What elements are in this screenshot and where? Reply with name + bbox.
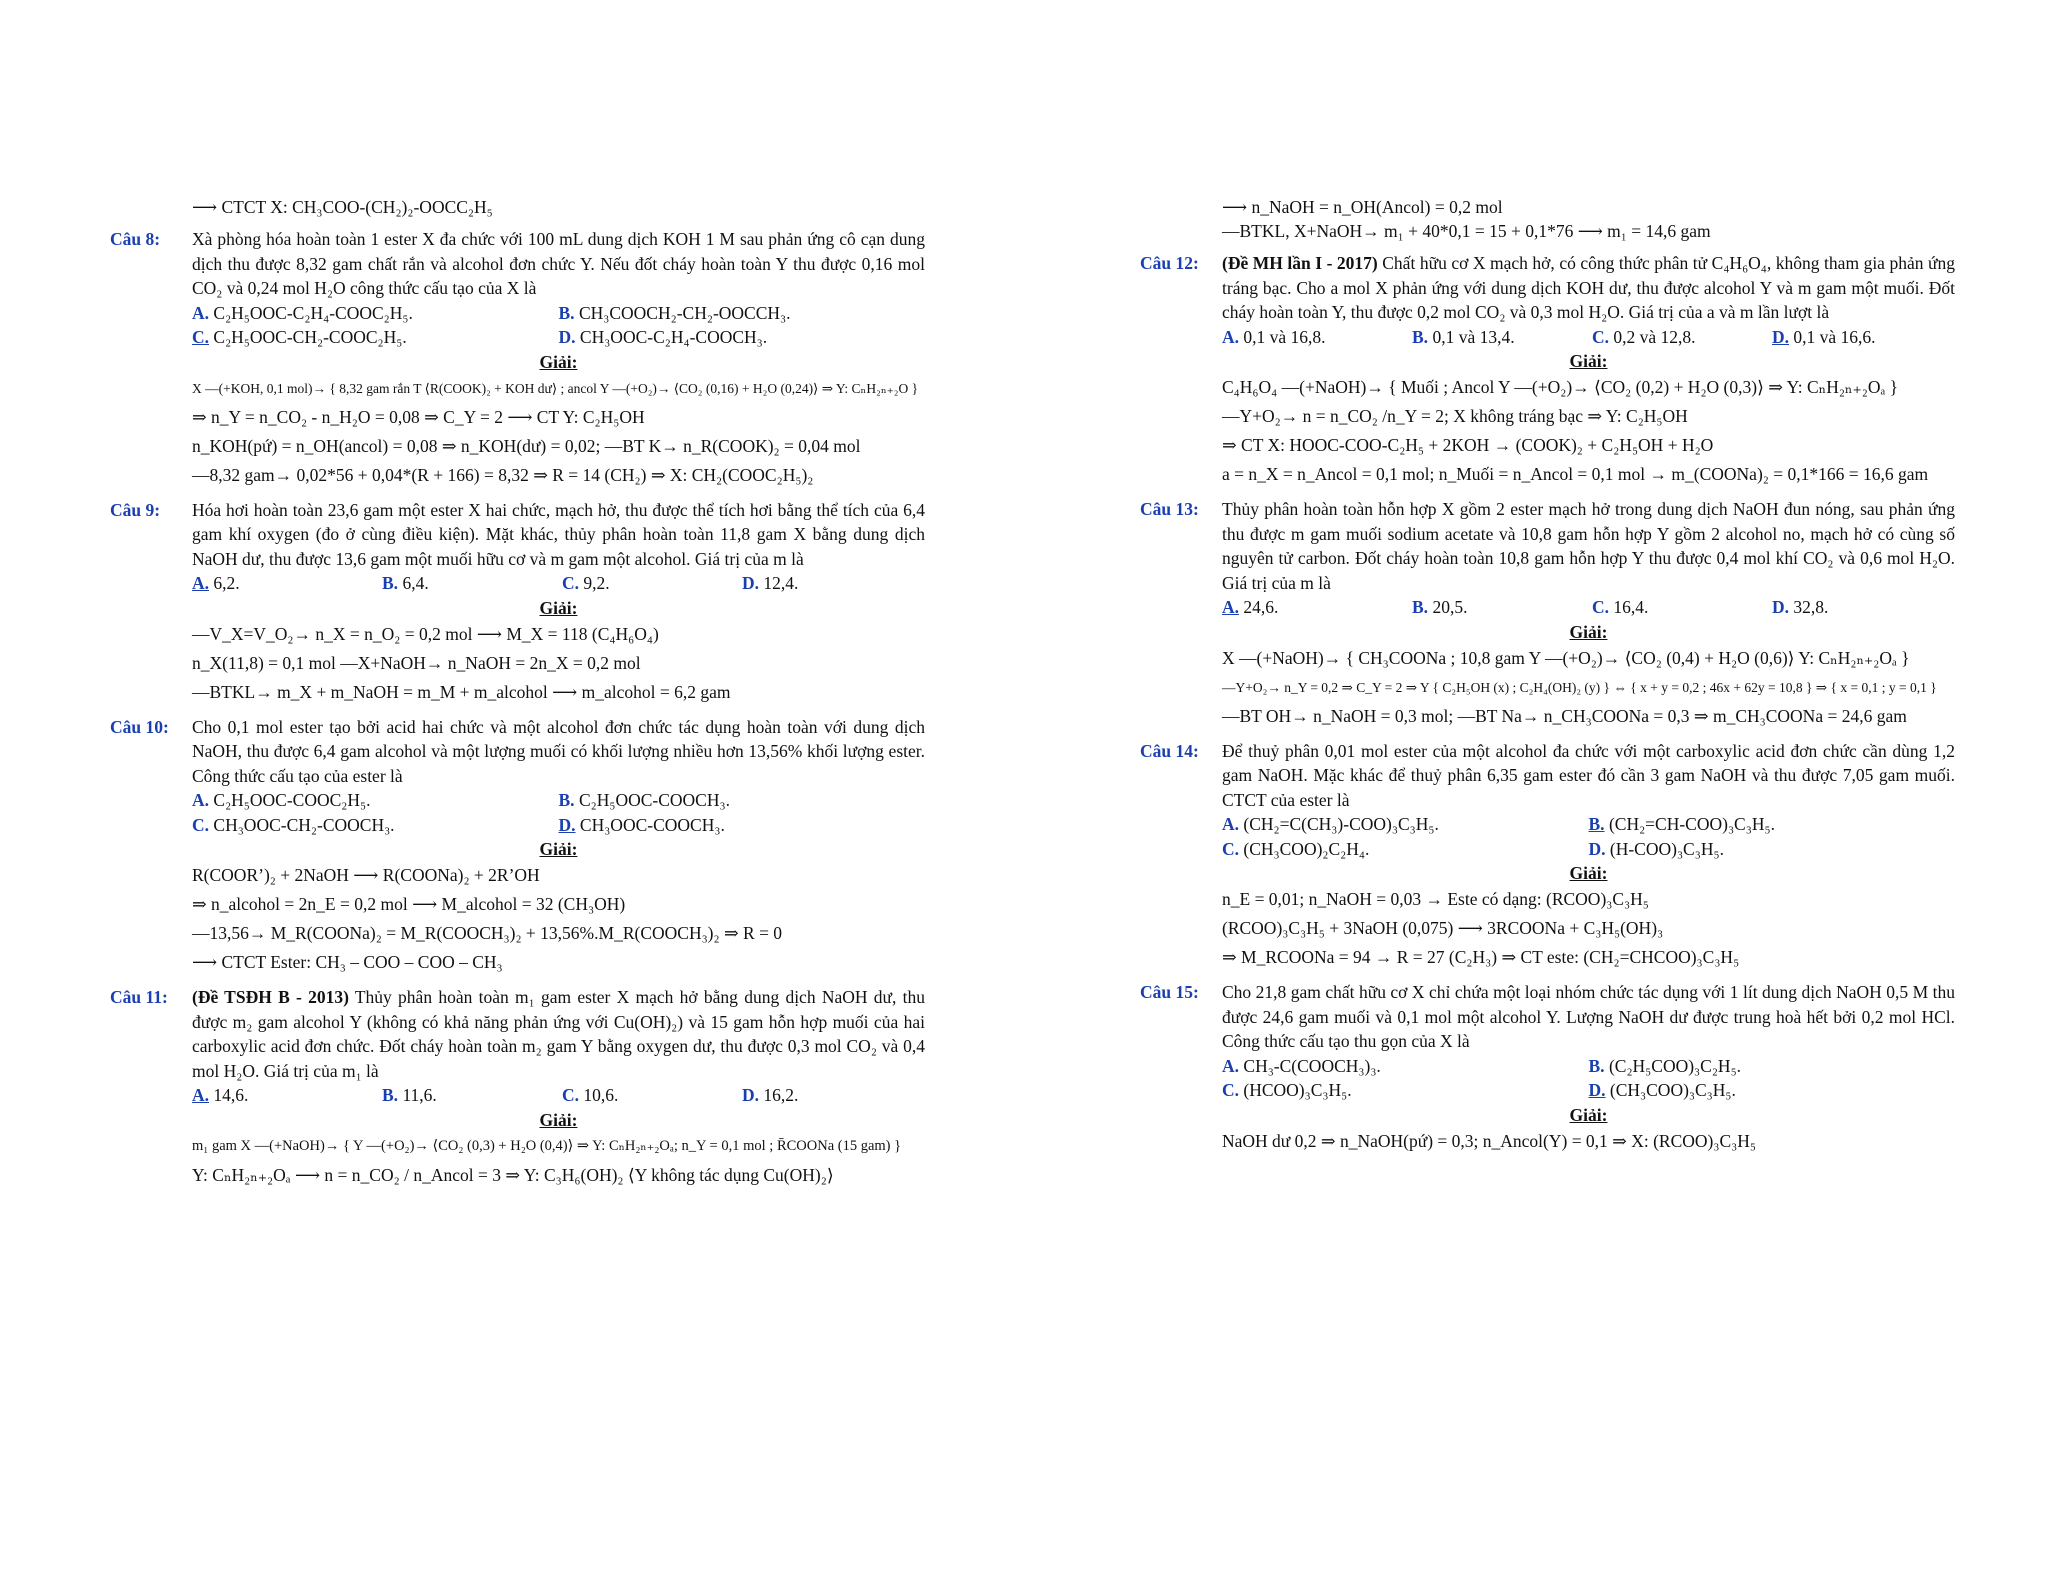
question-12 xyxy=(1140,251,1955,489)
option-d[interactable]: D. (H-COO)₃C₃H₅. xyxy=(1588,838,1724,859)
solution-line: ⇒ M_RCOONa = 94 → R = 27 (C₂H₃) ⇒ CT este: (CH₂=CHCOO)₃C₃H₅ xyxy=(1222,947,1740,967)
answer-options xyxy=(1222,812,1955,861)
question-11 xyxy=(110,985,925,1190)
question-label: Câu 11: xyxy=(110,987,168,1007)
question-10 xyxy=(110,715,925,978)
solution xyxy=(1222,885,1955,972)
solution xyxy=(192,374,925,490)
option-d[interactable]: D. 12,4. xyxy=(742,573,799,593)
option-a[interactable]: A. 0,1 và 16,8. xyxy=(1222,326,1326,347)
intro-line: ⟶ CTCT X: CH₃COO-(CH₂)₂-OOCC₂H₅ xyxy=(192,197,493,217)
question-text: Hóa hơi hoàn toàn 23,6 gam một ester X hai chức, mạch hở, thu được thể tích hơi bằng thể tích của 6,4 gam khí oxygen (đo ở cùng điều kiện). Mặt khác, thủy phân hoàn toàn 11,8 gam X bằng dung dịch NaOH dư, thu được 13,6 gam một muối hữu cơ và m gam một alcohol. Giá trị của m là xyxy=(192,499,925,569)
solution-line: —Y+O₂→ n = n_CO₂ /n_Y = 2; X không tráng bạc ⇒ Y: C₂H₅OH xyxy=(1222,406,1688,426)
option-c[interactable]: C. CH₃OOC-CH₂-COOCH₃. xyxy=(192,814,395,835)
solution-heading: Giải: xyxy=(1569,351,1608,371)
solution-line: ⇒ CT X: HOOC-COO-C₂H₅ + 2KOH → (COOK)₂ + C₂H₅OH + H₂O xyxy=(1222,435,1714,455)
answer-options xyxy=(192,1083,925,1108)
option-a[interactable]: A. 14,6. xyxy=(192,1085,249,1105)
question-text: (Đề TSĐH B - 2013) Thủy phân hoàn toàn m₁ gam ester X mạch hở bằng dung dịch NaOH dư, thu được m₂ gam alcohol Y (không có khả năng phản ứng với Cu(OH)₂) và 15 gam hỗn hợp muối của hai carboxylic acid đơn chức. Đốt cháy hoàn toàn m₂ gam Y bằng oxygen dư, thu được 0,3 mol CO₂ và 0,4 mol H₂O. Giá trị của m₁ là xyxy=(192,987,925,1081)
solution-line: (RCOO)₃C₃H₅ + 3NaOH (0,075) ⟶ 3RCOONa + C₃H₅(OH)₃ xyxy=(1222,918,1664,938)
answer-options xyxy=(192,788,925,837)
option-b[interactable]: B. 0,1 và 13,4. xyxy=(1412,326,1515,347)
question-label: Câu 14: xyxy=(1140,740,1199,761)
answer-options xyxy=(192,301,925,350)
question-text: (Đề MH lần I - 2017) Chất hữu cơ X mạch hở, có công thức phân tử C₄H₆O₄, không tham gia phản ứng tráng bạc. Cho a mol X phản ứng với dung dịch KOH dư, thu được alcohol Y và m gam một muối. Đốt cháy hoàn toàn Y, thu được 0,2 mol CO₂ và 0,3 mol H₂O. Giá trị của a và m lần lượt là xyxy=(1222,253,1955,322)
option-b[interactable]: B. CH₃COOCH₂-CH₂-OOCCH₃. xyxy=(558,302,791,323)
solution-heading: Giải: xyxy=(539,1109,578,1130)
question-text: Để thuỷ phân 0,01 mol ester của một alcohol đa chức với một carboxylic acid đơn chức cần dùng 1,2 gam NaOH. Mặc khác để thuỷ phân 6,35 gam ester đó cần 3 gam NaOH và thu được 7,05 gam muối. CTCT của ester là xyxy=(1222,740,1955,810)
option-a[interactable]: A. C₂H₅OOC-C₂H₄-COOC₂H₅. xyxy=(192,302,413,323)
option-c[interactable]: C. 0,2 và 12,8. xyxy=(1592,326,1696,347)
solution-line: C₄H₆O₄ —(+NaOH)→ { Muối ; Ancol Y —(+O₂)→ ⟨CO₂ (0,2) + H₂O (0,3)⟩ ⇒ Y: CₙH₂ₙ₊₂Oₐ } xyxy=(1222,377,1899,397)
option-c[interactable]: C. (HCOO)₃C₃H₅. xyxy=(1222,1080,1352,1100)
intro-line: —BTKL, X+NaOH→ m₁ + 40*0,1 = 15 + 0,1*76 ⟶ m₁ = 14,6 gam xyxy=(1222,221,1711,241)
solution-line: a = n_X = n_Ancol = 0,1 mol; n_Muối = n_Ancol = 0,1 mol → m_(COONa)₂ = 0,1*166 = 16,6 gam xyxy=(1222,464,1929,484)
question-label: Câu 15: xyxy=(1140,982,1199,1002)
solution-line: X —(+NaOH)→ { CH₃COONa ; 10,8 gam Y —(+O₂)→ ⟨CO₂ (0,4) + H₂O (0,6)⟩ Y: CₙH₂ₙ₊₂Oₐ } xyxy=(1222,647,1910,668)
option-b[interactable]: B. (CH₂=CH-COO)₃C₃H₅. xyxy=(1588,814,1775,834)
question-label: Câu 9: xyxy=(110,499,161,520)
option-c[interactable]: C. 16,4. xyxy=(1592,597,1649,617)
solution-line: n_KOH(pứ) = n_OH(ancol) = 0,08 ⇒ n_KOH(dư) = 0,02; —BT K→ n_R(COOK)₂ = 0,04 mol xyxy=(192,435,861,456)
solution xyxy=(192,1132,925,1190)
solution-heading: Giải: xyxy=(1569,621,1608,642)
solution xyxy=(192,620,925,707)
option-c[interactable]: C. C₂H₅OOC-CH₂-COOC₂H₅. xyxy=(192,327,407,347)
solution-line: —8,32 gam→ 0,02*56 + 0,04*(R + 166) = 8,32 ⇒ R = 14 (CH₂) ⇒ X: CH₂(COOC₂H₅)₂ xyxy=(192,464,814,485)
solution-line: —Y+O₂→ n_Y = 0,2 ⇒ C_Y = 2 ⇒ Y { C₂H₅OH (x) ; C₂H₄(OH)₂ (y) } ⇔ { x + y = 0,2 ; 46x + 62y = 10,8 } ⇒ { x = 0,1 ; y = 0,1 } xyxy=(1222,679,1937,695)
question-15 xyxy=(1140,980,1955,1156)
option-d[interactable]: D. CH₃OOC-C₂H₄-COOCH₃. xyxy=(558,327,768,347)
option-d[interactable]: D. 16,2. xyxy=(742,1085,799,1105)
option-a[interactable]: A. (CH₂=C(CH₃)-COO)₃C₃H₅. xyxy=(1222,814,1439,834)
solution-heading: Giải: xyxy=(1569,863,1608,883)
answer-options xyxy=(192,571,925,596)
option-a[interactable]: A. 6,2. xyxy=(192,573,240,593)
solution-line: —13,56→ M_R(COONa)₂ = M_R(COOCH₃)₂ + 13,56%.M_R(COOCH₃)₂ ⇒ R = 0 xyxy=(192,923,783,943)
solution-line: Y: CₙH₂ₙ₊₂Oₐ ⟶ n = n_CO₂ / n_Ancol = 3 ⇒ Y: C₃H₆(OH)₂ ⟨Y không tác dụng Cu(OH)₂⟩ xyxy=(192,1164,834,1185)
answer-options xyxy=(1222,325,1955,350)
answer-options xyxy=(1222,595,1955,620)
option-b[interactable]: B. C₂H₅OOC-COOCH₃. xyxy=(558,790,730,810)
option-a[interactable]: A. C₂H₅OOC-COOC₂H₅. xyxy=(192,790,371,810)
solution-line: R(COOR’)₂ + 2NaOH ⟶ R(COONa)₂ + 2R’OH xyxy=(192,865,540,885)
option-a[interactable]: A. CH₃-C(COOCH₃)₃. xyxy=(1222,1055,1381,1076)
question-label: Câu 10: xyxy=(110,716,169,737)
solution-line: —V_X=V_O₂→ n_X = n_O₂ = 0,2 mol ⟶ M_X = 118 (C₄H₆O₄) xyxy=(192,623,659,644)
right-column xyxy=(1140,195,1955,1156)
question-text: Cho 21,8 gam chất hữu cơ X chỉ chứa một loại nhóm chức tác dụng với 1 lít dung dịch NaOH 0,5 M thu được 24,6 gam muối và 0,1 mol một alcohol Y. Lượng NaOH dư được trung hoà hết bởi 0,2 mol HCl. Công thức cấu tạo thu gọn của X là xyxy=(1222,982,1955,1051)
option-c[interactable]: C. (CH₃COO)₂C₂H₄. xyxy=(1222,838,1370,859)
solution-heading: Giải: xyxy=(539,839,578,859)
left-column xyxy=(110,195,925,1190)
option-a[interactable]: A. 24,6. xyxy=(1222,597,1279,617)
question-13 xyxy=(1140,497,1955,731)
solution-line: NaOH dư 0,2 ⇒ n_NaOH(pứ) = 0,3; n_Ancol(Y) = 0,1 ⇒ X: (RCOO)₃C₃H₅ xyxy=(1222,1130,1756,1151)
question-9 xyxy=(110,498,925,707)
question-text: Xà phòng hóa hoàn toàn 1 ester X đa chức với 100 mL dung dịch KOH 1 M sau phản ứng cô cạn dung dịch thu được 8,32 gam chất rắn và alcohol đơn chức Y. Nếu đốt cháy hoàn toàn Y thu được 0,16 mol CO₂ và 0,24 mol H₂O công thức cấu tạo của X là xyxy=(192,229,925,298)
option-d[interactable]: D. (CH₃COO)₃C₃H₅. xyxy=(1588,1080,1736,1100)
solution xyxy=(192,861,925,977)
option-b[interactable]: B. (C₂H₅COO)₃C₂H₅. xyxy=(1588,1055,1742,1076)
solution-line: ⟶ CTCT Ester: CH₃ – COO – COO – CH₃ xyxy=(192,952,503,972)
option-b[interactable]: B. 6,4. xyxy=(382,573,429,593)
option-d[interactable]: D. CH₃OOC-COOCH₃. xyxy=(558,814,725,835)
solution xyxy=(1222,644,1955,731)
option-b[interactable]: B. 20,5. xyxy=(1412,597,1468,617)
solution-heading: Giải: xyxy=(539,597,578,618)
solution-line: n_X(11,8) = 0,1 mol —X+NaOH→ n_NaOH = 2n_X = 0,2 mol xyxy=(192,652,641,673)
question-label: Câu 13: xyxy=(1140,499,1199,519)
question-text: Cho 0,1 mol ester tạo bởi acid hai chức và một alcohol đơn chức tác dụng hoàn toàn với dung dịch NaOH, thu được 6,4 gam alcohol và một lượng muối có khối lượng nhiều hơn 13,56% khối lượng ester. Công thức cấu tạo của ester là xyxy=(192,716,925,786)
solution-heading: Giải: xyxy=(539,351,578,372)
solution-line: n_E = 0,01; n_NaOH = 0,03 → Este có dạng: (RCOO)₃C₃H₅ xyxy=(1222,889,1649,909)
solution-line: ⇒ n_alcohol = 2n_E = 0,2 mol ⟶ M_alcohol = 32 (CH₃OH) xyxy=(192,894,626,914)
question-14 xyxy=(1140,739,1955,973)
question-label: Câu 8: xyxy=(110,229,161,249)
option-d[interactable]: D. 32,8. xyxy=(1772,597,1829,617)
solution-line: —BTKL→ m_X + m_NaOH = m_M + m_alcohol ⟶ m_alcohol = 6,2 gam xyxy=(192,681,731,702)
solution-line: —BT OH→ n_NaOH = 0,3 mol; —BT Na→ n_CH₃COONa = 0,3 ⇒ m_CH₃COONa = 24,6 gam xyxy=(1222,705,1907,726)
option-b[interactable]: B. 11,6. xyxy=(382,1085,437,1105)
question-8 xyxy=(110,227,925,490)
question-source: (Đề TSĐH B - 2013) xyxy=(192,987,349,1007)
question-text: Thủy phân hoàn toàn hỗn hợp X gồm 2 ester mạch hở trong dung dịch NaOH đun nóng, sau phản ứng thu được m gam muối sodium acetate và 10,8 gam hỗn hợp Y gồm 2 alcohol no, mạch hở có cùng số nguyên tử carbon. Đốt cháy hoàn toàn 10,8 gam hỗn hợp Y thu được 0,4 mol khí CO₂ và 0,6 mol H₂O. Giá trị của m là xyxy=(1222,499,1955,593)
option-c[interactable]: C. 10,6. xyxy=(562,1085,619,1105)
solution-line: X —(+KOH, 0,1 mol)→ { 8,32 gam rắn T ⟨R(COOK)₂ + KOH dư⟩ ; ancol Y —(+O₂)→ ⟨CO₂ (0,16) + H₂O (0,24)⟩ ⇒ Y: CₙH₂ₙ₊₂O } xyxy=(192,380,919,396)
option-d[interactable]: D. 0,1 và 16,6. xyxy=(1772,326,1876,347)
solution xyxy=(1222,1127,1955,1156)
solution-heading: Giải: xyxy=(1569,1104,1608,1125)
answer-options xyxy=(1222,1054,1955,1103)
solution-line: m₁ gam X —(+NaOH)→ { Y —(+O₂)→ ⟨CO₂ (0,3) + H₂O (0,4)⟩ ⇒ Y: CₙH₂ₙ₊₂Oₐ; n_Y = 0,1 mol ; R̄COONa (15 gam) } xyxy=(192,1137,902,1154)
solution-line: ⇒ n_Y = n_CO₂ - n_H₂O = 0,08 ⇒ C_Y = 2 ⟶ CT Y: C₂H₅OH xyxy=(192,406,645,427)
question-source: (Đề MH lần I - 2017) xyxy=(1222,253,1378,273)
solution xyxy=(1222,373,1955,489)
question-label: Câu 12: xyxy=(1140,253,1199,273)
option-c[interactable]: C. 9,2. xyxy=(562,573,610,593)
intro-line: ⟶ n_NaOH = n_OH(Ancol) = 0,2 mol xyxy=(1222,197,1503,217)
